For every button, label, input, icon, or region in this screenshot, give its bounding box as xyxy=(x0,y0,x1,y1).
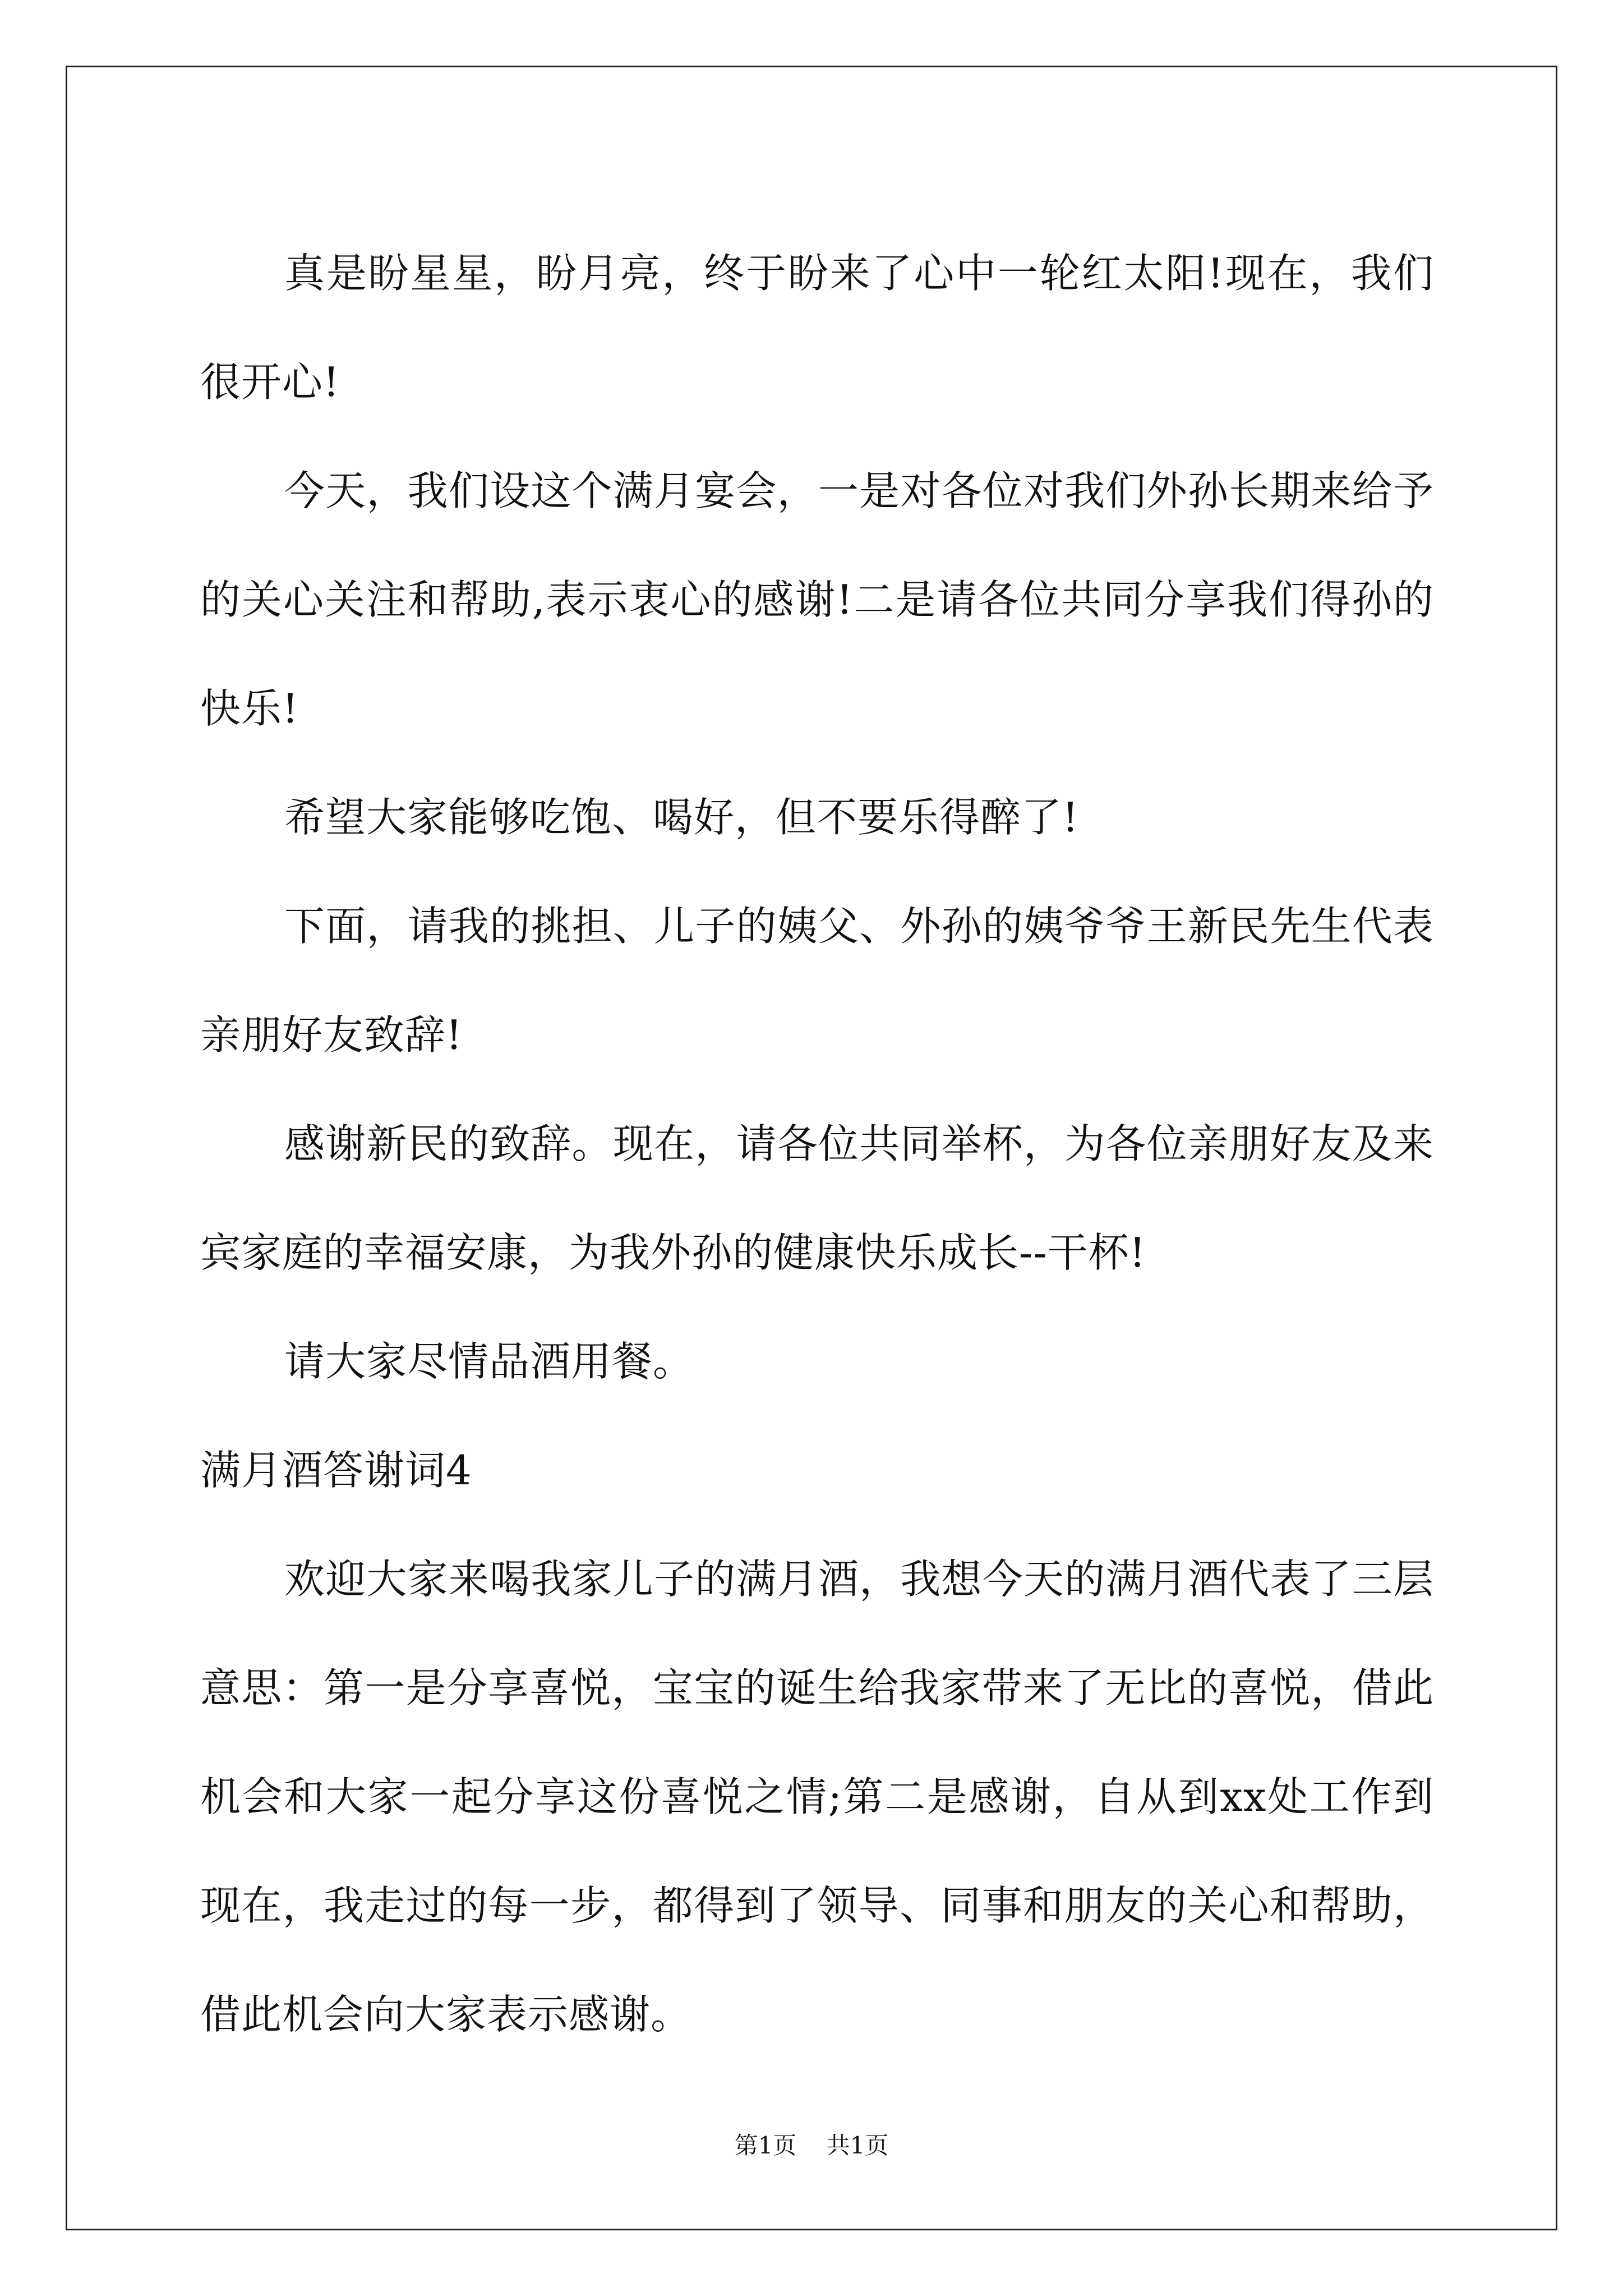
paragraph-7: 欢迎大家来喝我家儿子的满月酒，我想今天的满月酒代表了三层意思：第一是分享喜悦，宝宝的诞生给我家带来了无比的喜悦，借此机会和大家一起分享这份喜悦之情;第二是感谢，自从到xx处工作到现在，我走过的每一步，都得到了领导、同事和朋友的关心和帮助，借此机会向大家表示感谢。 xyxy=(200,1556,1434,2038)
page-number-current: 第1页 xyxy=(734,2132,797,2159)
page-footer xyxy=(0,2129,1623,2162)
paragraph-1: 真是盼星星，盼月亮，终于盼来了心中一轮红太阳!现在，我们很开心! xyxy=(200,250,1434,406)
paragraph-4: 下面，请我的挑担、儿子的姨父、外孙的姨爷爷王新民先生代表亲朋好友致辞! xyxy=(200,903,1434,1059)
paragraph-5: 感谢新民的致辞。现在，请各位共同举杯，为各位亲朋好友及来宾家庭的幸福安康，为我外孙的健康快乐成长--干杯! xyxy=(200,1120,1434,1276)
document-body xyxy=(200,219,1434,2069)
paragraph-2: 今天，我们设这个满月宴会，一是对各位对我们外孙长期来给予的关心关注和帮助,表示衷心的感谢!二是请各位共同分享我们得孙的快乐! xyxy=(200,467,1434,732)
paragraph-6: 请大家尽情品酒用餐。 xyxy=(284,1338,694,1385)
page-number-total: 共1页 xyxy=(826,2132,889,2159)
section-heading: 满月酒答谢词4 xyxy=(200,1447,472,1494)
paragraph-3: 希望大家能够吃饱、喝好，但不要乐得醉了! xyxy=(284,794,1079,841)
